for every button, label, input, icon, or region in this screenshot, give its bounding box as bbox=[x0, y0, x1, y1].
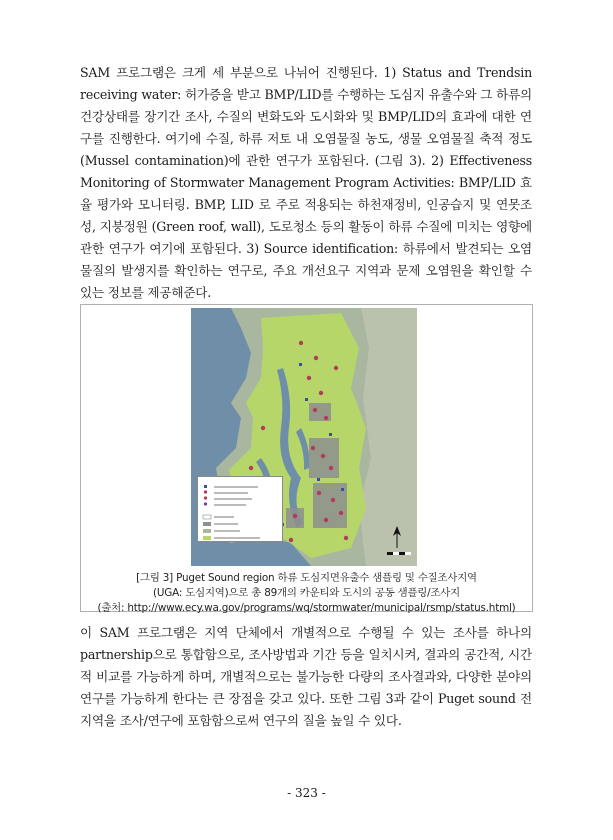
site-point bbox=[261, 426, 265, 430]
site-point bbox=[331, 498, 335, 502]
site-point bbox=[299, 341, 303, 345]
site-square bbox=[305, 398, 308, 401]
site-point bbox=[339, 511, 343, 515]
legend-swatch bbox=[203, 522, 211, 526]
legend-swatch bbox=[204, 485, 207, 488]
site-point bbox=[314, 356, 318, 360]
legend-swatch bbox=[203, 536, 211, 540]
figure-3 bbox=[80, 304, 533, 612]
map-legend bbox=[197, 476, 283, 542]
site-point bbox=[249, 466, 253, 470]
site-point bbox=[329, 466, 333, 470]
site-point bbox=[319, 391, 323, 395]
site-point bbox=[311, 446, 315, 450]
legend-graphic bbox=[198, 477, 284, 543]
site-point bbox=[321, 454, 325, 458]
site-point bbox=[317, 491, 321, 495]
legend-swatch bbox=[204, 490, 207, 493]
site-square bbox=[329, 433, 332, 436]
figure-caption-source: (출처: http://www.ecy.wa.gov/programs/wq/stormwater/municipal/rsmp/status.html) bbox=[97, 602, 516, 614]
figure-caption-line-2: (UGA: 도심지역)으로 총 89개의 카운티와 도시의 공동 샘플링/조사지 bbox=[153, 587, 460, 599]
site-point bbox=[334, 366, 338, 370]
site-point bbox=[324, 416, 328, 420]
map-uga-2 bbox=[309, 438, 339, 478]
legend-swatch bbox=[203, 515, 211, 519]
body-paragraph-1: SAM 프로그램은 크게 세 부분으로 나뉘어 진행된다. 1) Status and Trendsin receiving water: 허가증을 받고 BMP/LID를 수행하는 도심지 유출수와 그 하류의 건강상태를 장기간 조사, 수질의 변화도와 도시화와 및 BMP/LID의 효과에 대한 연구를 진행한다. 여기에 수질, 하류 저토 내 오염물질 농도, 생물 오염물질 축적 정도 (Mussel contamination)에 관한 연구가 포함된다. (그림 3). 2) Effectiveness Monitoring of Stormwater Management Program Activities: BMP/LID 효율 평가와 모니터링. BMP, LID 로 주로 적용되는 하천재정비, 인공습지 및 연못조성, 지붕정원 (Green roof, wall), 도로청소 등의 활동이 하류 수질에 미치는 영향에 관한 연구가 여기에 포함된다. 3) Source identification: 하류에서 발견되는 오염물질의 발생지를 확인하는 연구로, 주요 개선요구 지역과 문제 오염원을 확인할 수 있는 정보를 제공해준다. bbox=[80, 65, 532, 300]
legend-swatch bbox=[204, 496, 207, 499]
page-number: - 323 - bbox=[287, 786, 326, 800]
site-square bbox=[341, 488, 344, 491]
site-point bbox=[289, 538, 293, 542]
site-point bbox=[344, 536, 348, 540]
puget-sound-map bbox=[191, 308, 417, 566]
site-point bbox=[293, 514, 297, 518]
site-point bbox=[324, 518, 328, 522]
body-paragraph-2: 이 SAM 프로그램은 지역 단체에서 개별적으로 수행될 수 있는 조사를 하나의 partnership으로 통합함으로, 조사방법과 기간 등을 일치시켜, 결과의 공간적, 시간적 비교를 가능하게 하며, 개별적으로는 불가능한 다량의 조사결과와, 다양한 분야의 연구를 가능하게 한다는 큰 장점을 갖고 있다. 또한 그림 3과 같이 Puget sound 전지역을 조사/연구에 포함함으로써 연구의 질을 높일 수 있다. bbox=[80, 625, 532, 728]
site-point bbox=[313, 408, 317, 412]
legend-swatch bbox=[203, 529, 211, 533]
site-square bbox=[317, 478, 320, 481]
legend-swatch bbox=[204, 502, 207, 505]
scale-bar bbox=[387, 552, 411, 555]
site-point bbox=[307, 376, 311, 380]
figure-caption-line-1: [그림 3] Puget Sound region 하류 도심지면유출수 샘플링 및 수질조사지역 bbox=[136, 572, 477, 584]
legend-text-lines bbox=[214, 487, 260, 538]
site-square bbox=[299, 363, 302, 366]
